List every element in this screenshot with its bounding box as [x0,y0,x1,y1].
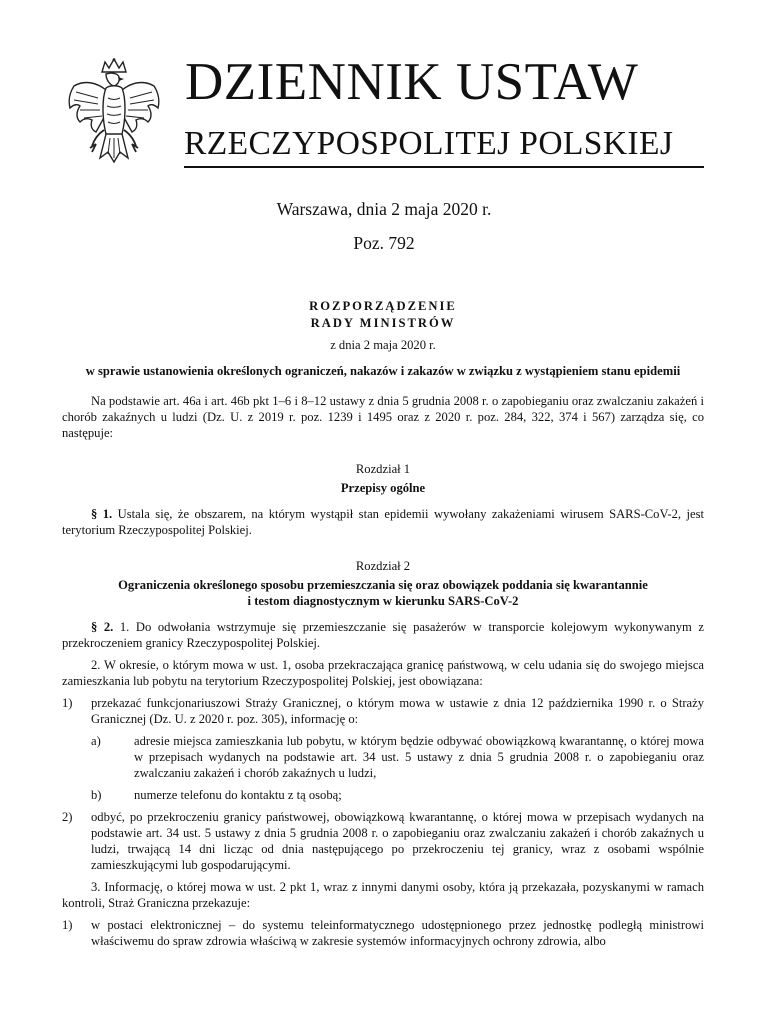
act-date: z dnia 2 maja 2020 r. [330,338,436,352]
list-item [62,917,704,949]
chapter-2-title [62,577,704,609]
masthead-divider [184,166,704,168]
sub-list-item [62,733,704,781]
sub-list-item-text: adresie miejsca zamieszkania lub pobytu, w którym będzie odbywać obowiązkową kwarantannę, o której mowa w przepisach wydanych na podstawie art. 34 ust. 5 ustawy z dnia 5 grudnia 2008 r. o zapobieganiu oraz zwalczaniu zakażeń i chorób zakaźnych u ludzi, [134,734,704,780]
section-2-mark: § 2. [91,620,114,634]
act-subject: w sprawie ustanowienia określonych ograniczeń, nakazów i zakazów w związku z wystąpieniem stanu epidemii [85,364,681,378]
chapter-2-title-line1: Ograniczenia określonego sposobu przemieszczania się oraz obowiązek poddania się kwarantannie [118,578,648,592]
issue-date: Warszawa, dnia 2 maja 2020 r. [276,199,492,219]
sub-list-item [62,787,704,803]
section-2-paragraph-2: 2. W okresie, o którym mowa w ust. 1, osoba przekraczająca granicę państwową, w celu udania się do swojego miejsca zamieszkania lub pobytu na terytorium Rzeczypospolitej Polskiej, jest obowiązana: [62,658,704,688]
sub-list-item-letter: b) [91,788,102,802]
gazette-subtitle: RZECZYPOSPOLITEJ POLSKIEJ [184,125,674,162]
list-item-text: przekazać funkcjonariuszowi Straży Granicznej, o którym mowa w ustawie z dnia 12 października 1990 r. o Straży Granicznej (Dz. U. z 2020 r. poz. 305), informację o: [91,696,704,726]
act-type: ROZPORZĄDZENIE [309,299,457,313]
chapter-1-number: Rozdział 1 [355,462,411,476]
list-item-number: 2) [62,810,73,824]
section-2-p1-text: 1. Do odwołania wstrzymuje się przemieszczanie się pasażerów w transporcie kolejowym wykonywanym z przekroczeniem granicy Rzeczypospolitej Polskiej. [62,620,704,650]
gazette-title: DZIENNIK USTAW [185,53,639,111]
act-body [62,298,704,949]
act-preamble: Na podstawie art. 46a i art. 46b pkt 1–6 i 8–12 ustawy z dnia 5 grudnia 2008 r. o zapobieganiu oraz zwalczaniu zakażeń i chorób zakaźnych u ludzi (Dz. U. z 2019 r. poz. 1239 i 1495 oraz z 2020 r. poz. 284, 322, 374 i 567) zarządza się, co następuje: [62,394,704,440]
list-item-text: w postaci elektronicznej – do systemu teleinformatycznego udostępnionego przez jednostkę podległą ministrowi właściwemu do spraw zdrowia właściwą w zakresie systemów informacyjnych ochrony zdrowia, albo [91,918,704,948]
sub-list-item-text: numerze telefonu do kontaktu z tą osobą; [134,788,342,802]
act-authority: RADY MINISTRÓW [310,316,456,330]
section-2-paragraph-1 [62,619,704,651]
white-eagle-emblem-icon [62,58,166,170]
position-number: Poz. 792 [353,233,415,253]
section-1 [62,506,704,538]
sub-list-item-letter: a) [91,734,101,748]
section-2-paragraph-3: 3. Informację, o której mowa w ust. 2 pkt 1, wraz z innymi danymi osoby, która ją przekazała, pozyskanymi w ramach kontroli, Straż Graniczna przekazuje: [62,880,704,910]
list-item-number: 1) [62,696,73,710]
list-item [62,695,704,727]
section-1-text: Ustala się, że obszarem, na którym wystąpił stan epidemii wywołany zakażeniami wirusem SARS-CoV-2, jest terytorium Rzeczypospolitej Polskiej. [62,507,704,537]
list-item-number: 1) [62,918,73,932]
list-item-text: odbyć, po przekroczeniu granicy państwowej, obowiązkową kwarantannę, o której mowa w przepisach wydanych na podstawie art. 34 ust. 5 ustawy z dnia 5 grudnia 2008 r. o zapobieganiu oraz zwalczaniu zakażeń i chorób zakaźnych u ludzi, trwającą 14 dni licząc od dnia następującego po przekroczeniu tej granicy, wraz z osobami wspólnie zamieszkującymi lub gospodarującymi. [91,810,704,872]
list-item [62,809,704,873]
chapter-1-title: Przepisy ogólne [340,481,426,495]
chapter-2-title-line2: i testom diagnostycznym w kierunku SARS-CoV-2 [247,594,519,608]
chapter-2-number: Rozdział 2 [355,559,411,573]
section-1-mark: § 1. [91,507,113,521]
